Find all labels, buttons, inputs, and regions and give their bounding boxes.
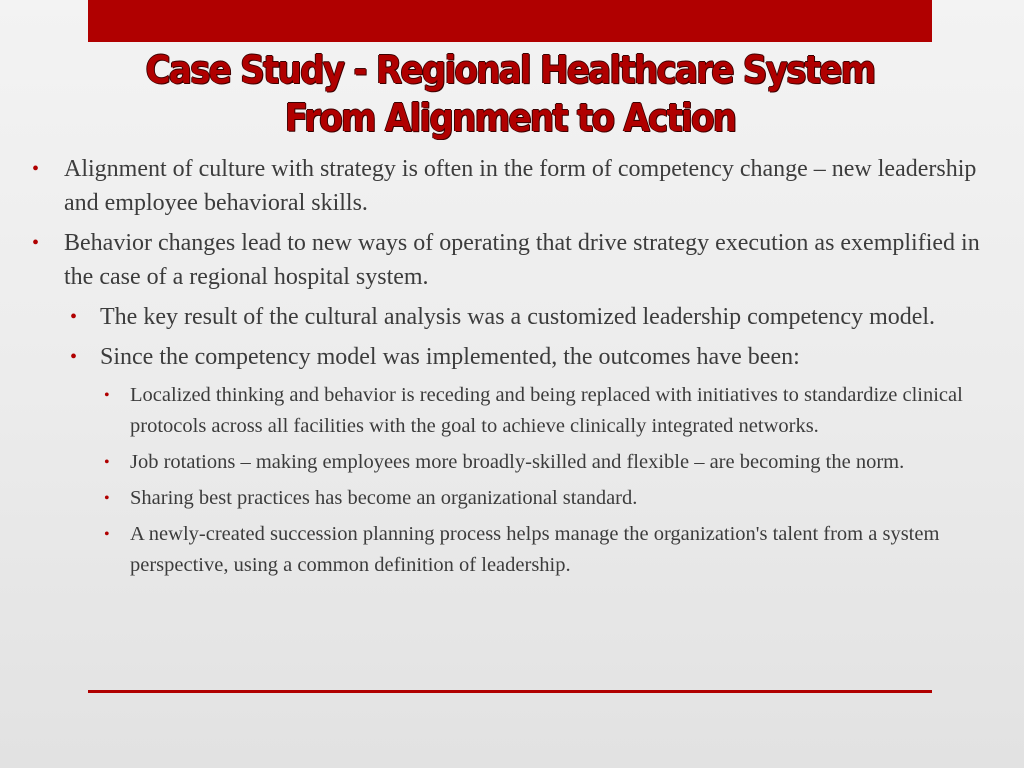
bullet-marker: • [32,232,40,254]
bullet-text: Alignment of culture with strategy is often in the form of competency change – new leadership and employee behavioral skills. [64,156,977,216]
slide-body [30,152,1010,586]
bullet-text: Since the competency model was implemented, the outcomes have been: [100,344,800,370]
bullet-marker: • [104,526,110,543]
bullet-level1 [30,152,1010,220]
bullet-text: Behavior changes lead to new ways of operating that drive strategy execution as exemplified in the case of a regional hospital system. [64,230,980,290]
bullet-level3 [30,483,1010,514]
bullet-marker: • [32,158,40,180]
bottom-accent-line [88,690,932,693]
bullet-text: Localized thinking and behavior is receding and being replaced with initiatives to standardize clinical protocols across all facilities with the goal to achieve clinically integrated networks. [130,384,963,437]
bullet-marker: • [70,346,78,368]
slide-title [130,46,890,142]
bullet-level3 [30,519,1010,581]
bullet-marker: • [104,454,110,471]
bullet-marker: • [104,387,110,404]
title-line-2: From Alignment to Action [284,96,736,140]
bullet-text: Job rotations – making employees more broadly-skilled and flexible – are becoming the norm. [130,451,905,473]
bullet-text: A newly-created succession planning process helps manage the organization's talent from a system perspective, using a common definition of leadership. [130,523,940,576]
bullet-level2 [30,300,1010,334]
bullet-level1 [30,226,1010,294]
bullet-marker: • [70,306,78,328]
bullet-level3 [30,447,1010,478]
title-line-1: Case Study - Regional Healthcare System [145,48,875,92]
top-accent-bar [88,0,932,42]
bullet-text: Sharing best practices has become an organizational standard. [130,487,638,509]
bullet-marker: • [104,490,110,507]
bullet-text: The key result of the cultural analysis was a customized leadership competency model. [100,304,936,330]
bullet-level3 [30,380,1010,442]
bullet-level2 [30,340,1010,374]
